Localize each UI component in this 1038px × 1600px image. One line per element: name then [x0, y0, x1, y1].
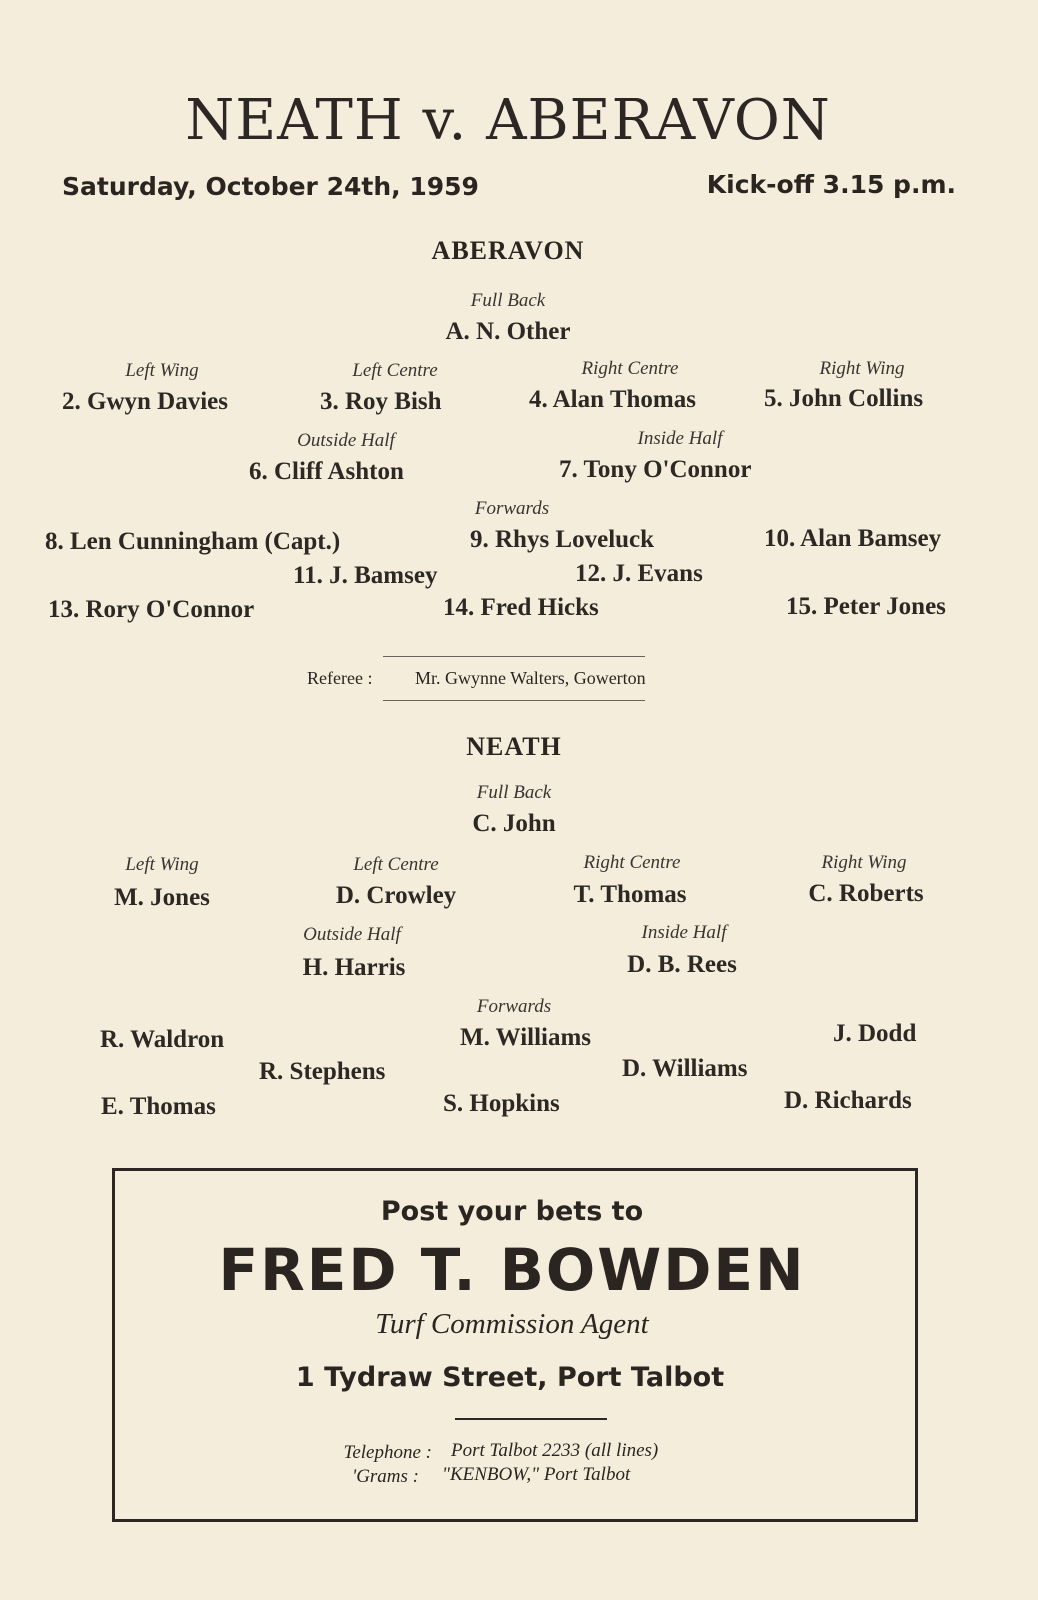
- aberavon-right-centre: 4. Alan Thomas: [529, 386, 696, 413]
- aberavon-inside-half: 7. Tony O'Connor: [559, 456, 752, 483]
- aberavon-left-wing-label: Left Wing: [125, 360, 199, 381]
- aberavon-forward-14: 14. Fred Hicks: [443, 594, 599, 621]
- neath-left-centre: D. Crowley: [335, 882, 457, 909]
- aberavon-right-wing-label: Right Wing: [819, 358, 905, 379]
- aberavon-right-centre-label: Right Centre: [581, 358, 679, 379]
- neath-forward-7: S. Hopkins: [443, 1090, 560, 1117]
- advert-name: FRED T. BOWDEN: [218, 1236, 806, 1304]
- aberavon-left-wing: 2. Gwyn Davies: [62, 388, 228, 415]
- advert-post-line: Post your bets to: [380, 1196, 644, 1227]
- aberavon-left-centre-label: Left Centre: [352, 360, 438, 381]
- neath-right-wing-label: Right Wing: [821, 852, 907, 873]
- referee-rule-bottom: [383, 700, 645, 701]
- neath-inside-half: D. B. Rees: [627, 951, 737, 978]
- neath-outside-half-label: Outside Half: [303, 924, 401, 945]
- aberavon-forward-11: 11. J. Bamsey: [293, 562, 438, 589]
- neath-forward-5: D. Williams: [622, 1055, 748, 1082]
- advert-telephone-label: Telephone :: [343, 1442, 432, 1463]
- neath-right-wing: C. Roberts: [808, 880, 924, 907]
- neath-forwards-label: Forwards: [476, 996, 552, 1017]
- neath-right-centre: T. Thomas: [573, 881, 687, 908]
- neath-left-centre-label: Left Centre: [353, 854, 439, 875]
- neath-left-wing: M. Jones: [114, 884, 210, 911]
- referee-label: Referee :: [307, 668, 373, 688]
- neath-forward-8: D. Richards: [784, 1087, 912, 1114]
- advert-telephone-value: Port Talbot 2233 (all lines): [451, 1440, 659, 1461]
- aberavon-forward-12: 12. J. Evans: [575, 560, 703, 587]
- aberavon-right-wing: 5. John Collins: [764, 385, 924, 412]
- neath-left-wing-label: Left Wing: [125, 854, 199, 875]
- neath-outside-half: H. Harris: [302, 954, 406, 981]
- advert-address: 1 Tydraw Street, Port Talbot: [295, 1362, 725, 1393]
- advert-divider: [455, 1418, 607, 1420]
- neath-forward-3: J. Dodd: [833, 1020, 917, 1047]
- aberavon-forward-15: 15. Peter Jones: [786, 593, 946, 620]
- neath-forward-1: R. Waldron: [100, 1026, 225, 1053]
- neath-right-centre-label: Right Centre: [583, 852, 681, 873]
- neath-full-back: C. John: [472, 810, 556, 837]
- neath-heading: NEATH: [466, 732, 562, 761]
- match-title: NEATH v. ABERAVON: [185, 88, 831, 153]
- aberavon-left-centre: 3. Roy Bish: [320, 388, 442, 415]
- aberavon-inside-half-label: Inside Half: [637, 428, 723, 449]
- aberavon-heading: ABERAVON: [431, 236, 585, 265]
- neath-full-back-label: Full Back: [476, 782, 552, 803]
- neath-forward-4: R. Stephens: [259, 1058, 386, 1085]
- aberavon-forward-13: 13. Rory O'Connor: [48, 596, 255, 623]
- aberavon-full-back-label: Full Back: [470, 290, 546, 311]
- advert-grams-label: 'Grams :: [352, 1466, 419, 1487]
- referee-name: Mr. Gwynne Walters, Gowerton: [415, 668, 646, 688]
- neath-forward-6: E. Thomas: [101, 1093, 216, 1120]
- aberavon-forward-9: 9. Rhys Loveluck: [470, 526, 655, 553]
- neath-inside-half-label: Inside Half: [641, 922, 727, 943]
- advert-subtitle: Turf Commission Agent: [375, 1308, 649, 1340]
- aberavon-forwards-label: Forwards: [474, 498, 550, 519]
- aberavon-full-back: A. N. Other: [445, 318, 571, 345]
- neath-forward-2: M. Williams: [460, 1024, 592, 1051]
- aberavon-forward-8: 8. Len Cunningham (Capt.): [45, 528, 341, 555]
- aberavon-outside-half: 6. Cliff Ashton: [249, 458, 404, 485]
- match-date: Saturday, October 24th, 1959: [62, 172, 479, 201]
- aberavon-forward-10: 10. Alan Bamsey: [764, 525, 942, 552]
- advert-grams-value: "KENBOW," Port Talbot: [442, 1464, 631, 1485]
- aberavon-outside-half-label: Outside Half: [297, 430, 395, 451]
- referee-rule-top: [383, 656, 645, 657]
- kickoff-time: Kick-off 3.15 p.m.: [706, 170, 956, 199]
